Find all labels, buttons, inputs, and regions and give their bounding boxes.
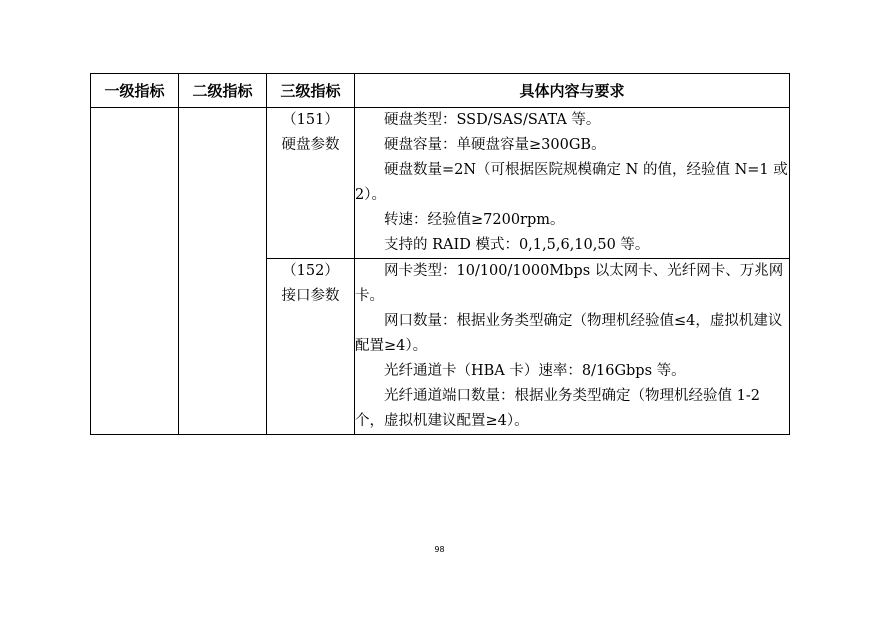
content-line: 网口数量：根据业务类型确定（物理机经验值≤4，虚拟机建议配置≥4）。 bbox=[355, 313, 783, 354]
level3-code: （152） bbox=[282, 263, 339, 279]
header-content: 具体内容与要求 bbox=[355, 74, 790, 108]
level3-cell-interface bbox=[267, 259, 355, 435]
level1-cell bbox=[91, 108, 179, 435]
content-cell-interface bbox=[355, 259, 790, 435]
content-line: 支持的 RAID 模式：0,1,5,6,10,50 等。 bbox=[384, 237, 650, 253]
content-line: 光纤通道端口数量：根据业务类型确定（物理机经验值 1-2 个，虚拟机建议配置≥4）。 bbox=[355, 388, 760, 429]
level3-cell-disk bbox=[267, 108, 355, 259]
content-line: 光纤通道卡（HBA 卡）速率：8/16Gbps 等。 bbox=[384, 363, 686, 379]
header-row bbox=[91, 74, 790, 108]
level2-cell bbox=[179, 108, 267, 435]
level3-code: （151） bbox=[282, 112, 339, 128]
content-line: 转速：经验值≥7200rpm。 bbox=[384, 212, 565, 228]
level3-name: 硬盘参数 bbox=[281, 137, 340, 153]
content-line: 硬盘数量=2N（可根据医院规模确定 N 的值，经验值 N=1 或 2）。 bbox=[355, 162, 788, 203]
table-row-disk bbox=[91, 108, 790, 259]
content-cell-disk bbox=[355, 108, 790, 259]
content-line: 硬盘容量：单硬盘容量≥300GB。 bbox=[384, 137, 606, 153]
content-line: 网卡类型：10/100/1000Mbps 以太网卡、光纤网卡、万兆网卡。 bbox=[355, 263, 784, 304]
content-line: 硬盘类型：SSD/SAS/SATA 等。 bbox=[384, 112, 601, 128]
header-level2: 二级指标 bbox=[179, 74, 267, 108]
page-number: 98 bbox=[434, 545, 445, 554]
spec-table bbox=[90, 73, 790, 435]
header-level3: 三级指标 bbox=[267, 74, 355, 108]
level3-name: 接口参数 bbox=[281, 288, 340, 304]
header-level1: 一级指标 bbox=[91, 74, 179, 108]
